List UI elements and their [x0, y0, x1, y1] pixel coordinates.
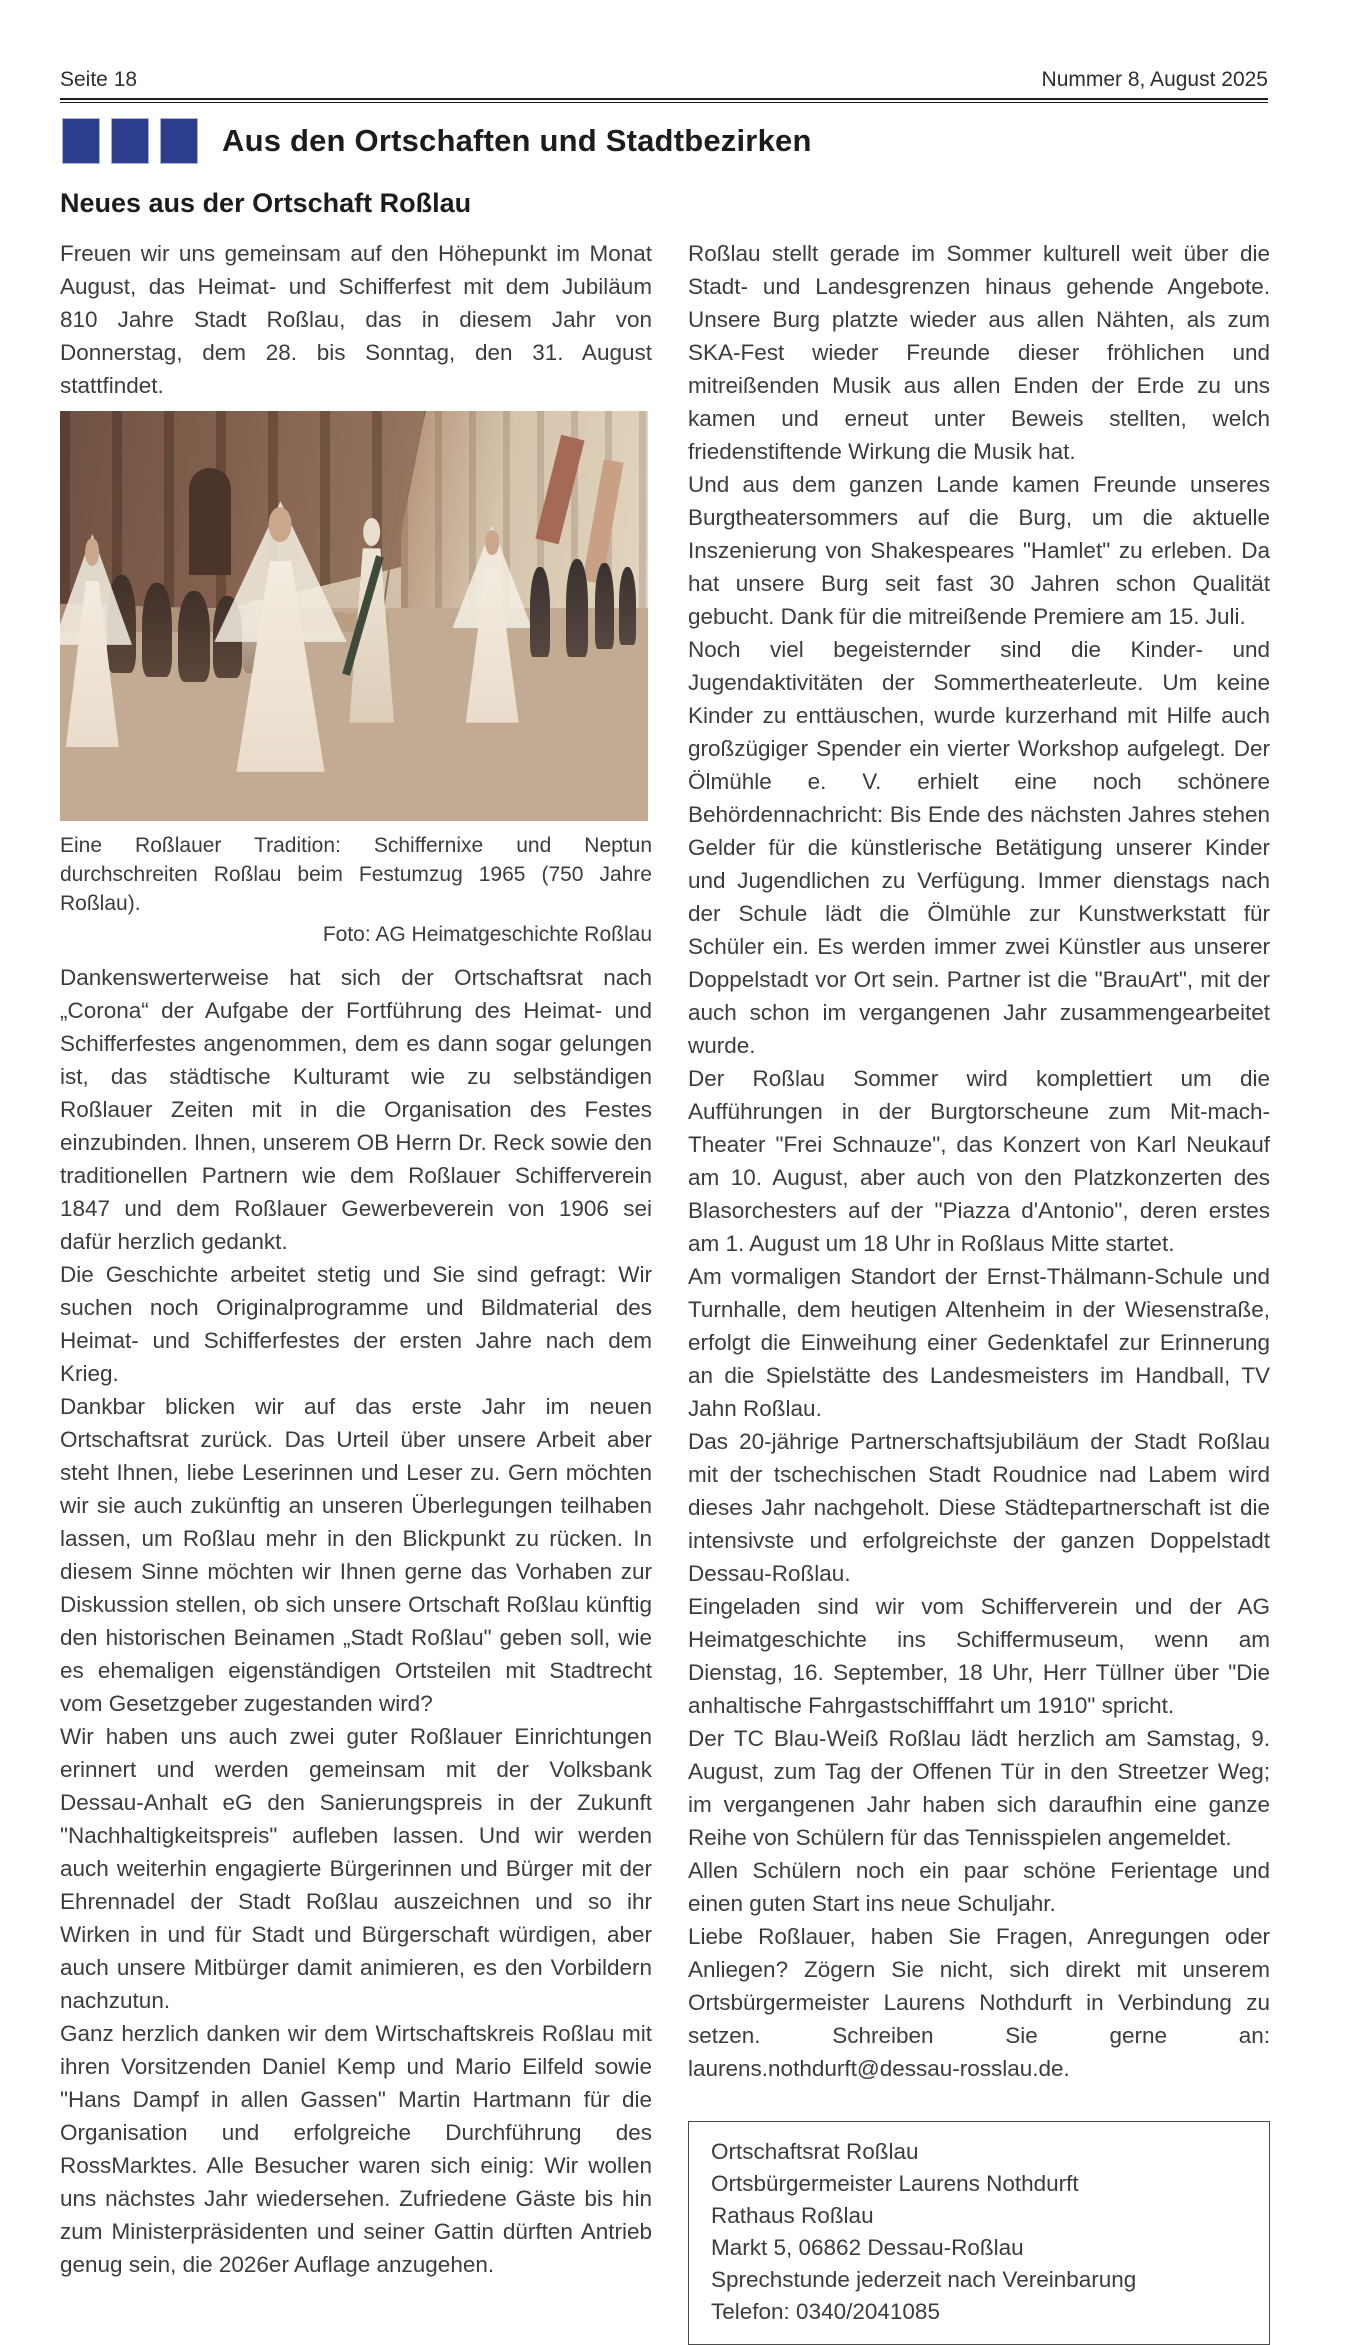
photo-head: [363, 518, 381, 547]
contact-line: Rathaus Roßlau: [711, 2203, 874, 2228]
paragraph: Wir haben uns auch zwei guter Roßlauer Einrichtungen erinnert und werden gemeinsam mit der Volksbank Dessau-Anhalt eG den Sanierungspreis in der Zukunft "Nachhaltigkeitspreis" aufleben lassen. Und wir werden auch weiterhin engagierte Bürgerinnen und Bürger mit der Ehrennadel der Stadt Roßlau auszeichnen und so ihr Wirken in und für Stadt und Bürgerschaft würdigen, aber auch unsere Mitbürger damit animieren, es den Vorbildern nachzutun.: [60, 1724, 652, 2013]
photo-caption: Eine Roßlauer Tradition: Schiffernixe und Neptun durchschreiten Roßlau beim Festumzug 1965 (750 Jahre Roßlau).: [60, 834, 652, 915]
paragraph: Ganz herzlich danken wir dem Wirtschaftskreis Roßlau mit ihren Vorsitzenden Daniel Kemp und Mario Eilfeld sowie "Hans Dampf in allen Gassen" Martin Hartmann für die Organisation und erfolgreiche Durchführung des RossMarktes. Alle Besucher waren sich einig: Wir wollen uns nächstes Jahr wiedersehen. Zufriedene Gäste bis hin zum Ministerpräsidenten und seiner Gattin dürften Antrieb genug sein, die 2026er Auflage anzugehen.: [60, 2021, 652, 2277]
contact-line: Telefon: 0340/2041085: [711, 2299, 940, 2324]
paragraph: Der Roßlau Sommer wird komplettiert um die Aufführungen in der Burgtorscheune zum Mit-mach-Theater "Frei Schnauze", das Konzert von Karl Neukauf am 10. August, aber auch von den Platzkonzerten des Blasorchesters auf der "Piazza d'Antonio", deren erstes am 1. August um 18 Uhr in Roßlaus Mitte startet.: [688, 1066, 1270, 1256]
contact-line: Markt 5, 06862 Dessau-Roßlau: [711, 2235, 1024, 2260]
paragraph: Dankbar blicken wir auf das erste Jahr im neuen Ortschaftsrat zurück. Das Urteil über unsere Arbeit aber steht Ihnen, liebe Leserinnen und Leser zu. Gern möchten wir sie auch zukünftig an unseren Überlegungen teilhaben lassen, um Roßlau mehr in den Blickpunkt zu rücken. In diesem Sinne möchten wir Ihnen gerne das Vorhaben zur Diskussion stellen, ob sich unsere Ortschaft Roßlau künftig den historischen Beinamen „Stadt Roßlau" geben soll, wie es ehemaligen eigenständigen Ortsteilen mit Stadtrecht vom Gesetzgeber zugestanden wird?: [60, 1394, 652, 1716]
page-number-label: Seite 18: [60, 68, 138, 91]
paragraph: Der TC Blau-Weiß Roßlau lädt herzlich am Samstag, 9. August, zum Tag der Offenen Tür in den Streetzer Weg; im vergangenen Jahr haben sich daraufhin eine ganze Reihe von Schülern für das Tennisspielen angemeldet.: [688, 1726, 1270, 1850]
accent-square-icon: [62, 118, 100, 164]
photo-parade-walker: [595, 563, 614, 649]
photo-schiffernixe: [466, 526, 519, 723]
photo-credit: Foto: AG Heimatgeschichte Roßlau: [322, 923, 652, 946]
paragraph: Das 20-jährige Partnerschaftsjubiläum der Stadt Roßlau mit der tschechischen Stadt Roudnice nad Labem wird dieses Jahr nachgeholt. Diese Städtepartnerschaft ist die intensivste und erfolgreichste der ganzen Doppelstadt Dessau-Roßlau.: [688, 1429, 1270, 1586]
photo-schiffernixe-lead: [236, 501, 324, 772]
paragraph: Und aus dem ganzen Lande kamen Freunde unseres Burgtheatersommers auf die Burg, um die aktuelle Inszenierung von Shakespeares "Hamlet" zu erleben. Da hat unsere Burg seit fast 30 Jahren schon Qualität gebucht. Dank für die mitreißende Premiere am 15. Juli.: [688, 472, 1270, 629]
section-title: Aus den Ortschaften und Stadtbezirken: [222, 123, 812, 158]
photo-spectator: [178, 591, 210, 681]
paragraph: Am vormaligen Standort der Ernst-Thälmann-Schule und Turnhalle, dem heutigen Altenheim in der Wiesenstraße, erfolgt die Einweihung einer Gedenktafel zur Erinnerung an die Spielstätte des Landesmeisters im Handball, TV Jahn Roßlau.: [688, 1264, 1270, 1421]
paragraph: Dankenswerterweise hat sich der Ortschaftsrat nach „Corona“ der Aufgabe der Fortführung des Heimat- und Schifferfestes angenommen, dem es dann sogar gelungen ist, das städtische Kulturamt wie zu selbständigen Roßlauer Zeiten mit in die Organisation des Festes einzubinden. Ihnen, unserem OB Herrn Dr. Reck sowie den traditionellen Partnern wie dem Roßlauer Schifferverein 1847 und dem Roßlauer Gewerbeverein von 1906 sei dafür herzlich gedankt.: [60, 965, 652, 1254]
photo-parade-walker: [566, 559, 588, 657]
photo-neptun-figure: [342, 518, 401, 723]
photo-schiffernixe: [66, 534, 119, 747]
article-title: Neues aus der Ortschaft Roßlau: [60, 188, 472, 218]
contact-line: Ortsbürgermeister Laurens Nothdurft: [711, 2171, 1079, 2196]
paragraph: Die Geschichte arbeitet stetig und Sie sind gefragt: Wir suchen noch Originalprogramme und Bildmaterial des Heimat- und Schifferfestes der ersten Jahre nach dem Krieg.: [60, 1262, 652, 1386]
paragraph: Eingeladen sind wir vom Schifferverein und der AG Heimatgeschichte ins Schiffermuseum, wenn am Dienstag, 16. September, 18 Uhr, Herr Tüllner über "Die anhaltische Fahrgastschifffahrt um 1910" spricht.: [688, 1594, 1270, 1718]
paragraph: Roßlau stellt gerade im Sommer kulturell weit über die Stadt- und Landesgrenzen hinaus gehende Angebote. Unsere Burg platzte wieder aus allen Nähten, als zum SKA-Fest wieder Freunde dieser fröhlichen und mitreißenden Musik aus allen Enden der Erde zu uns kamen und erneut unter Beweis stellten, welch friedenstiftende Wirkung die Musik hat.: [688, 241, 1270, 464]
accent-square-icon: [111, 118, 149, 164]
photo-head: [85, 538, 99, 566]
header-rule: [60, 98, 1268, 103]
left-column: [60, 237, 652, 2281]
contact-info-box: [688, 2121, 1270, 2345]
photo-head: [485, 530, 499, 556]
paragraph: Liebe Roßlauer, haben Sie Fragen, Anregungen oder Anliegen? Zögern Sie nicht, sich direkt mit unserem Ortsbürgermeister Laurens Nothdurft in Verbindung zu setzen. Schreiben Sie gerne an: laurens.nothdurft@dessau-rosslau.de.: [688, 1924, 1270, 2081]
accent-square-icon: [160, 118, 198, 164]
photo-parade-walker: [619, 567, 637, 645]
issue-label: Nummer 8, August 2025: [1041, 68, 1268, 91]
right-column: [688, 237, 1270, 2345]
paragraph: Freuen wir uns gemeinsam auf den Höhepunkt im Monat August, das Heimat- und Schifferfest mit dem Jubiläum 810 Jahre Stadt Roßlau, das in diesem Jahr von Donnerstag, dem 28. bis Sonntag, den 31. August stattfindet.: [60, 241, 652, 398]
section-heading: [62, 118, 812, 164]
festival-parade-photo: [60, 411, 648, 821]
photo-doorway: [189, 468, 230, 575]
contact-line: Ortschaftsrat Roßlau: [711, 2139, 919, 2164]
page-header: [60, 68, 1268, 92]
section-accent-squares: [62, 118, 198, 164]
contact-line: Sprechstunde jederzeit nach Vereinbarung: [711, 2267, 1137, 2292]
photo-head: [269, 507, 292, 542]
paragraph: Allen Schülern noch ein paar schöne Ferientage und einen guten Start ins neue Schuljahr.: [688, 1858, 1270, 1916]
photo-parade-walker: [530, 567, 550, 657]
paragraph: Noch viel begeisternder sind die Kinder- und Jugendaktivitäten der Sommertheaterleute. Um keine Kinder zu enttäuschen, wurde kurzerhand mit Hilfe auch großzügiger Spender ein vierter Workshop aufgelegt. Der Ölmühle e. V. erhielt eine noch schönere Behördennachricht: Bis Ende des nächsten Jahres stehen Gelder für die künstlerische Betätigung unserer Kinder und Jugendlichen zu Verfügung. Immer dienstags nach der Schule lädt die Ölmühle zur Kunstwerkstatt für Schüler ein. Es werden immer zwei Künstler aus unserer Doppelstadt vor Ort sein. Partner ist die "BrauArt", mit der auch schon im vergangenen Jahr zusammengearbeitet wurde.: [688, 637, 1270, 1058]
photo-spectator: [142, 583, 171, 677]
